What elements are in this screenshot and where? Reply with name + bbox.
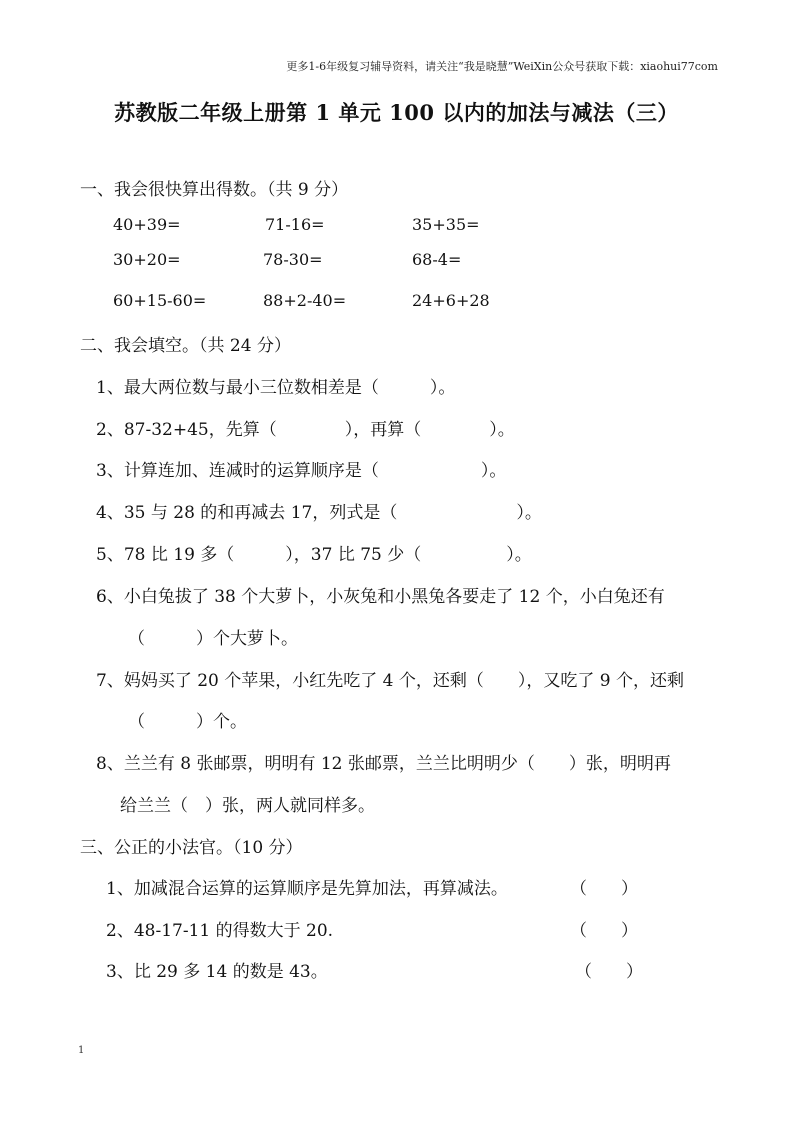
fill-blank-line: 6、小白兔拔了 38 个大萝卜，小灰兔和小黑兔各要走了 12 个，小白兔还有 bbox=[96, 587, 665, 607]
judge-item: 1、加减混合运算的运算顺序是先算加法，再算减法。 bbox=[106, 879, 508, 899]
judge-blank: （ ） bbox=[570, 921, 638, 941]
calc-item: 24+6+28 bbox=[412, 291, 490, 310]
fill-blank-line: 2、87-32+45，先算（ ），再算（ ）。 bbox=[96, 420, 515, 440]
section3-heading: 三、公正的小法官。（10 分） bbox=[80, 838, 303, 858]
page-title: 苏教版二年级上册第 1 单元 100 以内的加法与减法（三） bbox=[114, 100, 679, 125]
fill-blank-line: （ ）个。 bbox=[128, 712, 247, 732]
judge-item: 2、48-17-11 的得数大于 20. bbox=[106, 921, 334, 941]
fill-blank-line: 8、兰兰有 8 张邮票，明明有 12 张邮票，兰兰比明明少（ ）张，明明再 bbox=[96, 754, 671, 774]
judge-blank: （ ） bbox=[570, 879, 638, 899]
fill-blank-line: 给兰兰（ ）张，两人就同样多。 bbox=[120, 796, 375, 816]
section1-heading: 一、我会很快算出得数。（共 9 分） bbox=[80, 180, 349, 200]
section2-heading: 二、我会填空。（共 24 分） bbox=[80, 336, 291, 356]
judge-item: 3、比 29 多 14 的数是 43。 bbox=[106, 962, 328, 982]
calc-item: 40+39= bbox=[113, 215, 181, 234]
calc-item: 88+2-40= bbox=[263, 291, 347, 310]
fill-blank-line: 1、最大两位数与最小三位数相差是（ ）。 bbox=[96, 378, 456, 398]
page-number: 1 bbox=[78, 1045, 85, 1056]
calc-item: 60+15-60= bbox=[113, 291, 207, 310]
calc-item: 35+35= bbox=[412, 215, 480, 234]
fill-blank-line: （ ）个大萝卜。 bbox=[128, 629, 298, 649]
calc-item: 71-16= bbox=[265, 215, 325, 234]
fill-blank-line: 3、计算连加、连减时的运算顺序是（ ）。 bbox=[96, 461, 507, 481]
calc-item: 78-30= bbox=[263, 250, 323, 269]
fill-blank-line: 4、35 与 28 的和再减去 17，列式是（ ）。 bbox=[96, 503, 542, 523]
calc-item: 68-4= bbox=[412, 250, 462, 269]
fill-blank-line: 7、妈妈买了 20 个苹果，小红先吃了 4 个，还剩（ ），又吃了 9 个，还剩 bbox=[96, 671, 685, 691]
fill-blank-line: 5、78 比 19 多（ ），37 比 75 少（ ）。 bbox=[96, 545, 532, 565]
header-note: 更多1-6年级复习辅导资料，请关注“我是晓慧”WeiXin公众号获取下载：xiaohui77com bbox=[286, 60, 718, 73]
calc-item: 30+20= bbox=[113, 250, 181, 269]
judge-blank: （ ） bbox=[575, 962, 643, 982]
